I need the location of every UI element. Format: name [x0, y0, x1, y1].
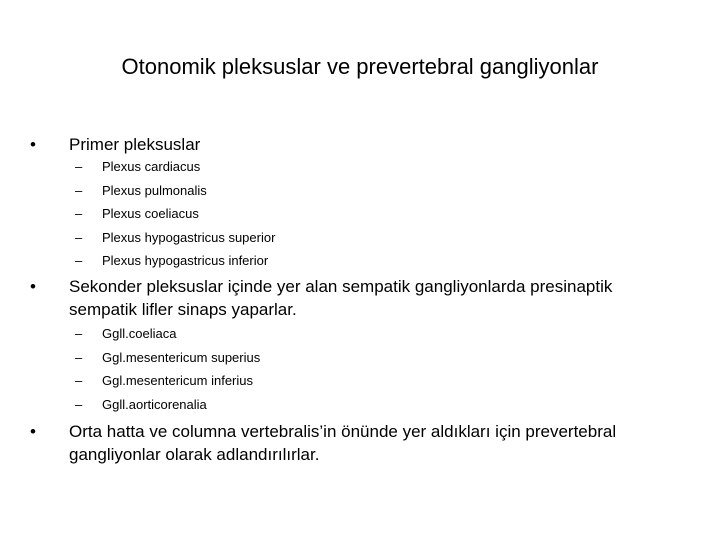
- list-item-text: Ggll.coeliaca: [102, 326, 177, 341]
- dash-marker: –: [75, 159, 83, 174]
- list-item: [75, 393, 675, 417]
- list-item-text: Plexus hypogastricus inferior: [102, 253, 269, 268]
- list-item-text: Plexus coeliacus: [102, 206, 199, 221]
- list-item-text: Plexus hypogastricus superior: [102, 229, 276, 245]
- bullet-primer-pleksuslar: [30, 133, 690, 156]
- dash-marker: –: [75, 349, 83, 365]
- list-item-text: Plexus pulmonalis: [102, 182, 207, 198]
- sempatik-gangliyonlar-list: [75, 322, 675, 416]
- dash-marker: –: [75, 182, 83, 198]
- bullet-prevertebral-gangliyonlar: [30, 420, 690, 466]
- dash-marker: –: [75, 396, 83, 412]
- bullet-marker: •: [30, 422, 36, 441]
- list-item: [75, 155, 675, 179]
- bullet-marker: •: [30, 135, 36, 154]
- slide-title: Otonomik pleksuslar ve prevertebral gangliyonlar: [121, 54, 599, 79]
- primer-pleksuslar-list: [75, 155, 675, 273]
- list-item: [75, 202, 675, 226]
- bullet-text: Primer pleksuslar: [69, 135, 201, 154]
- list-item: [75, 249, 675, 273]
- dash-marker: –: [75, 206, 83, 221]
- list-item-text: Ggl.mesentericum inferius: [102, 373, 253, 388]
- list-item-text: Ggll.aorticorenalia: [102, 396, 207, 412]
- list-item: [75, 369, 675, 393]
- bullet-sekonder-pleksuslar: [30, 275, 690, 321]
- dash-marker: –: [75, 373, 83, 388]
- dash-marker: –: [75, 326, 83, 341]
- list-item: [75, 322, 675, 346]
- list-item: [75, 226, 675, 250]
- list-item: [75, 346, 675, 370]
- dash-marker: –: [75, 253, 83, 268]
- bullet-text: Sekonder pleksuslar içinde yer alan sempatik gangliyonlarda presinaptik sempatik lifler sinaps yaparlar.: [69, 277, 613, 319]
- bullet-marker: •: [30, 277, 36, 296]
- dash-marker: –: [75, 229, 83, 245]
- list-item: [75, 179, 675, 203]
- bullet-text: Orta hatta ve columna vertebralis’in önünde yer aldıkları için prevertebral gangliyonlar olarak adlandırılırlar.: [69, 422, 617, 464]
- list-item-text: Ggl.mesentericum superius: [102, 349, 261, 365]
- list-item-text: Plexus cardiacus: [102, 159, 201, 174]
